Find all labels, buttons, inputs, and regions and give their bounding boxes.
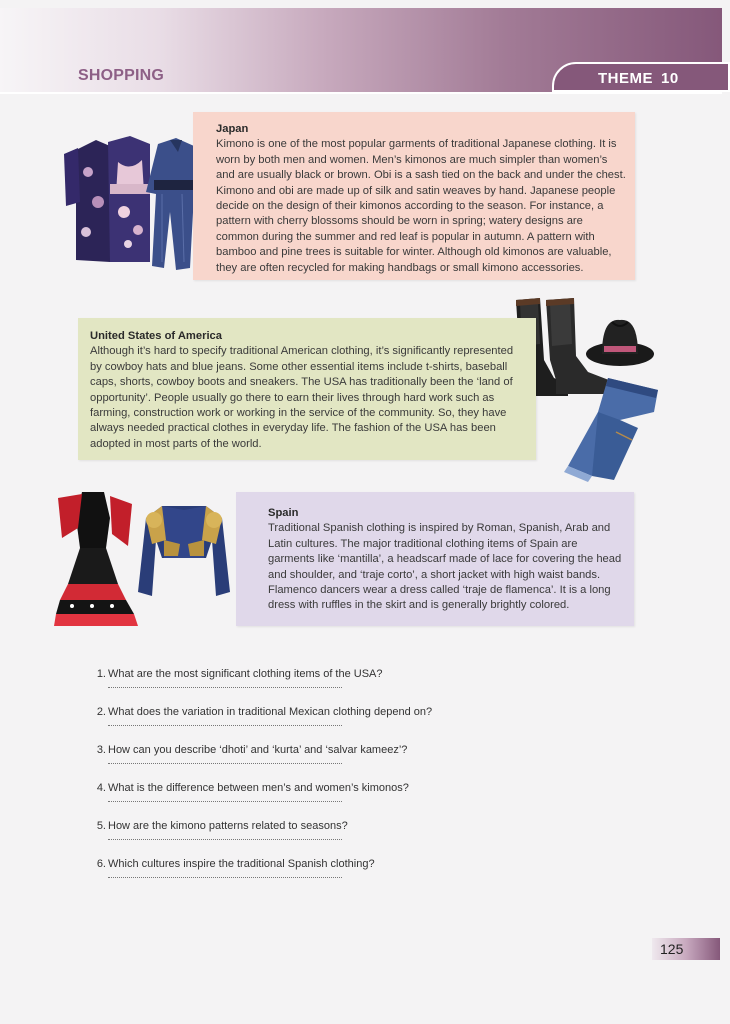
question-number: 5.	[96, 820, 106, 832]
question-number: 2.	[96, 706, 106, 718]
question-number: 4.	[96, 782, 106, 794]
japan-heading: Japan	[216, 123, 249, 135]
answer-line[interactable]	[108, 877, 342, 878]
question-text: How are the kimono patterns related to seasons?	[108, 820, 348, 832]
kimono-illustration	[58, 132, 208, 272]
usa-heading: United States of America	[90, 330, 223, 342]
matador-jacket-illustration	[134, 500, 234, 606]
theme-tab	[552, 62, 730, 92]
answer-line[interactable]	[108, 725, 342, 726]
page-number: 125	[660, 941, 684, 957]
question-text: What does the variation in traditional Mexican clothing depend on?	[108, 706, 433, 718]
question-text: What are the most significant clothing items of the USA?	[108, 668, 383, 680]
spain-body: Traditional Spanish clothing is inspired by Roman, Spanish, Arab and Latin cultures. The major traditional clothing items of Spain are garments like ‘mantilla’, a headscarf made of lace for covering the head and shoulder, and ‘traje corto’, a short jacket with high waist bands. Flamenco dancers wear a dress called ‘traje de flamenca’. It is a long dress with ruffles in the skirt and is generally brightly colored.	[268, 522, 622, 612]
question-text: How can you describe ‘dhoti’ and ‘kurta’ and ‘salvar kameez’?	[108, 744, 408, 756]
cowboy-hat-illustration	[584, 312, 656, 374]
question-number: 3.	[96, 744, 106, 756]
jeans-illustration	[558, 372, 662, 484]
page-number-tab	[652, 938, 720, 960]
question-text: What is the difference between men’s and women’s kimonos?	[108, 782, 409, 794]
answer-line[interactable]	[108, 687, 342, 688]
theme-number: 10	[661, 70, 679, 87]
japan-body: Kimono is one of the most popular garments of traditional Japanese clothing. It is worn by both men and women. Men’s kimonos are much simpler than women’s and are usually black or brown. Obi is a sash tied on the back and under the chest. Kimono and obi are made up of silk and satin weaves by hand. Japanese people decide on the design of their kimonos according to the season. For instance, a pattern with cherry blossoms should be worn in spring; watery designs are common during the summer and red leaf is popular in autumn. A pattern with bamboo and pine trees is suitable for winter. Although old kimonos are valuable, they are often recycled for making handbags or small kimono accessories.	[216, 138, 626, 274]
question-text: Which cultures inspire the traditional Spanish clothing?	[108, 858, 375, 870]
theme-text: THEME	[598, 70, 653, 87]
answer-line[interactable]	[108, 839, 342, 840]
question-number: 1.	[96, 668, 106, 680]
section-title: SHOPPING	[78, 67, 165, 84]
answer-line[interactable]	[108, 763, 342, 764]
question-number: 6.	[96, 858, 106, 870]
japan-info-box	[193, 112, 635, 280]
usa-info-box	[78, 318, 536, 460]
spain-info-box	[236, 492, 634, 626]
spain-heading: Spain	[268, 507, 299, 519]
theme-label	[598, 70, 679, 87]
answer-line[interactable]	[108, 801, 342, 802]
flamenco-dress-illustration	[52, 488, 140, 630]
usa-body: Although it’s hard to specify traditional American clothing, it’s significantly represented by cowboy hats and blue jeans. Some other essential items include t-shirts, baseball caps, shorts, cowboy boots and sneakers. The USA has traditionally been the ‘land of opportunity’. People usually go there to earn their lives through hard work such as farming, construction work or working in the service of the community. So, they have always needed practical clothes in everyday life. The fashion of the USA has been adopted in most parts of the world.	[90, 345, 514, 450]
